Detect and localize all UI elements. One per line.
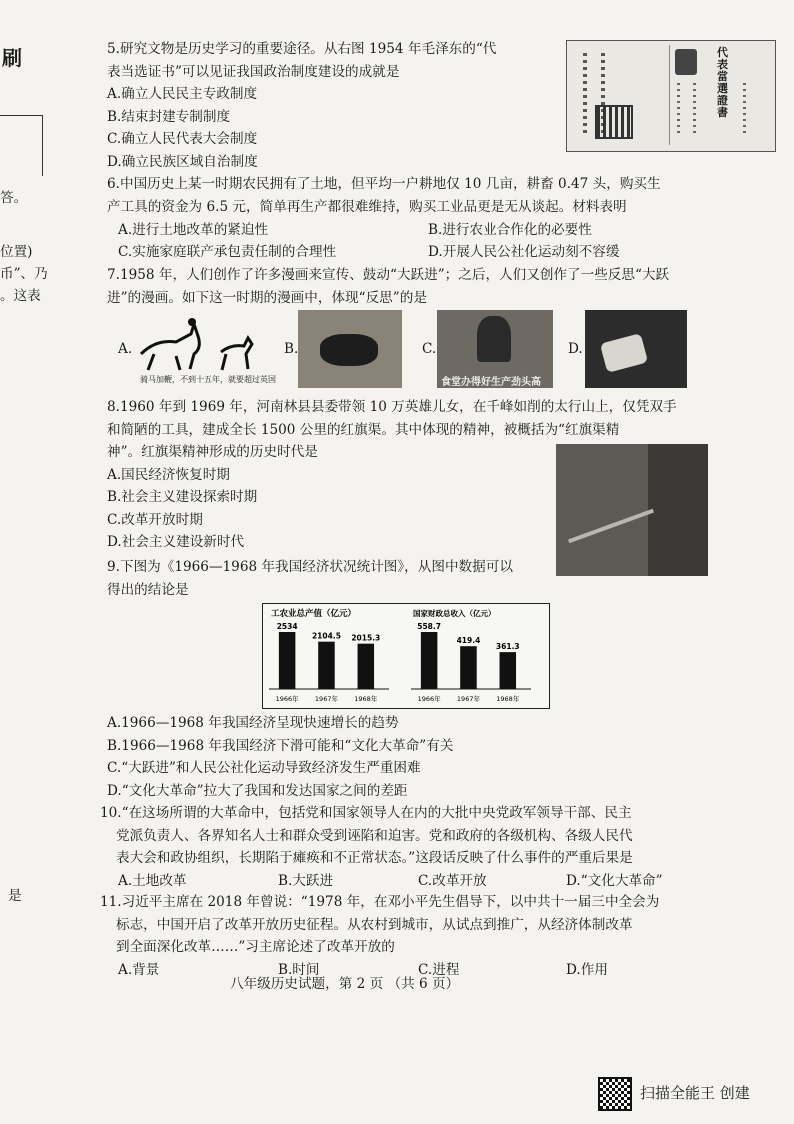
option-d: D.“文化大革命”拉大了我国和发达国家之间的差距	[107, 782, 408, 799]
question-stem: 10.“在这场所谓的大革命中，包括党和国家领导人在内的大批中央党政军领导干部、民主	[100, 805, 632, 821]
option-d: D.开展人民公社化运动刻不容缓	[428, 244, 620, 260]
data-label: 558.7	[417, 622, 441, 631]
margin-fragment: 位置)	[0, 244, 33, 260]
chart-bar	[460, 646, 477, 689]
margin-fragment: 答。	[0, 190, 28, 206]
option-d: D.社会主义建设新时代	[107, 534, 245, 550]
horse-rider-icon	[136, 314, 266, 374]
option-b-label: B.	[284, 341, 299, 357]
data-label: 419.4	[456, 636, 481, 646]
margin-fragment: 币”、乃	[0, 266, 48, 282]
chart-title: 工农业总产值（亿元）	[271, 609, 357, 619]
question-5	[107, 38, 577, 173]
category-label: 1967年	[314, 695, 338, 703]
option-row	[118, 240, 619, 260]
option-b: B.大跃进	[278, 873, 334, 889]
question-stem: 和简陋的工具，建成全长 1500 公里的红旗渠。其中体现的精神，被概括为“红旗渠精	[107, 421, 620, 438]
option-d-label: D.	[568, 341, 583, 357]
option-c: C.实施家庭联产承包责任制的合理性	[118, 244, 337, 260]
cartoon-a	[136, 314, 276, 386]
margin-box	[0, 115, 43, 176]
seal-icon	[595, 105, 633, 139]
cartoon-a-caption: 骑马加鞭，不到十五年，就要超过英国	[140, 375, 276, 384]
option-b: B.社会主义建设探索时期	[107, 489, 258, 505]
question-stem: 标志，中国开启了改革开放历史征程。从农村到城市，从试点到推广，从经济体制改革	[116, 916, 633, 933]
option-a: A.进行土地改革的紧迫性	[118, 222, 269, 238]
economic-chart	[262, 603, 550, 709]
category-label: 1967年	[456, 695, 480, 703]
option-b: B.1966—1968 年我国经济下滑可能和“文化大革命”有关	[107, 737, 454, 754]
option-c: C.改革开放	[418, 873, 487, 889]
cartoon-c	[437, 310, 553, 388]
cartoon-b	[298, 310, 402, 388]
chart-bar	[358, 644, 375, 689]
option-c: C.“大跃进”和人民公社化运动导致经济发生严重困难	[107, 760, 421, 776]
option-c: C.进程	[418, 962, 460, 978]
question-9	[107, 556, 747, 601]
question-10	[100, 802, 740, 870]
certificate-image	[566, 40, 776, 152]
certificate-left-page	[571, 45, 670, 145]
question-stem: 7.1958 年，人们创作了许多漫画来宣传、鼓动“大跃进”；之后，人们又创作了一些反思“大跃	[107, 267, 670, 283]
chart-bar	[318, 642, 335, 689]
page-footer: 八年级历史试题，第 2 页 （共 6 页）	[230, 976, 460, 992]
data-label: 2015.3	[351, 633, 381, 643]
question-stem: 神”。红旗渠精神形成的历史时代是	[107, 444, 318, 460]
margin-fragment: 。这表	[0, 288, 41, 304]
category-label: 1966年	[417, 695, 441, 703]
question-stem: 11.习近平主席在 2018 年曾说：“1978 年，在邓小平先生倡导下，以中共十一届三中全会为	[100, 894, 660, 910]
option-b: B.结束封建专制制度	[107, 108, 231, 125]
question-stem: 9.下图为《1966—1968 年我国经济状况统计图》，从图中数据可以	[107, 559, 513, 575]
option-a-label: A.	[118, 341, 133, 357]
vertical-text-decoration	[677, 83, 680, 133]
option-c-label: C.	[422, 341, 437, 357]
question-7	[107, 264, 747, 309]
option-a: A.土地改革	[118, 873, 187, 889]
vertical-text-decoration	[583, 53, 587, 133]
option-b: B.进行农业合作化的必要性	[428, 222, 592, 238]
option-a: A.背景	[118, 962, 160, 978]
vertical-text-decoration	[743, 83, 746, 133]
option-row	[118, 869, 663, 889]
question-stem: 6.中国历史上某一时期农民拥有了土地，但平均一户耕地仅 10 几亩，耕畜 0.47 头，购买生	[107, 176, 661, 192]
figure-icon	[477, 316, 511, 362]
machine-icon	[600, 333, 648, 373]
option-a: A.确立人民民主专政制度	[107, 86, 258, 102]
option-d: D.作用	[566, 962, 608, 978]
option-d: D.“文化大革命”	[566, 873, 663, 889]
option-b: B.时间	[278, 962, 320, 978]
question-stem: 到全面深化改革……”习主席论述了改革开放的	[116, 939, 395, 955]
question-11	[100, 891, 740, 959]
qr-code-icon	[598, 1077, 632, 1111]
option-a: A.1966—1968 年我国经济呈现快速增长的趋势	[107, 715, 399, 731]
question-stem: 产工具的资金为 6.5 元，简单再生产都很难维持，购买工业品更是无从谈起。材料表明	[107, 198, 627, 215]
question-stem: 党派负责人、各界知名人士和群众受到诬陷和迫害。党和政府的各级机构、各级人民代	[116, 827, 633, 844]
chart-bar	[279, 632, 296, 689]
category-label: 1968年	[354, 695, 378, 703]
chart-bar	[421, 632, 438, 689]
option-a: A.国民经济恢复时期	[107, 466, 230, 483]
chart-svg	[263, 604, 549, 708]
option-d: D.确立民族区域自治制度	[107, 153, 258, 170]
question-stem: 8.1960 年到 1969 年，河南林县县委带领 10 万英雄儿女，在千峰如削的太行山上，仅凭双手	[107, 399, 677, 415]
question-stem: 表大会和政协组织，长期陷于瘫痪和不正常状态。”这段话反映了什么事件的严重后果是	[116, 850, 633, 866]
vertical-text-decoration	[693, 83, 696, 133]
data-label: 2534	[276, 622, 298, 631]
chart-bar	[500, 652, 517, 689]
question-9-options	[107, 712, 747, 802]
canal-line	[568, 509, 654, 544]
portrait-photo	[675, 49, 697, 75]
question-6	[107, 173, 747, 218]
option-c: C.确立人民代表大会制度	[107, 131, 258, 147]
data-label: 2104.5	[311, 631, 341, 641]
option-row	[118, 218, 592, 238]
cartoon-c-caption: 食堂办得好生产劲头高	[441, 377, 541, 388]
chart-title: 国家财政总收入（亿元）	[413, 609, 496, 618]
option-c: C.改革开放时期	[107, 511, 203, 528]
margin-fragment: 刷	[2, 46, 22, 70]
question-stem: 5.研究文物是历史学习的重要途径。从右图 1954 年毛泽东的“代	[107, 41, 497, 57]
cartoon-d	[585, 310, 687, 388]
margin-fragment: 是	[8, 888, 22, 904]
scanner-watermark: 扫描全能王 创建	[640, 1084, 750, 1102]
question-stem: 表当选证书”可以见证我国政治制度建设的成就是	[107, 63, 400, 80]
question-stem: 进”的漫画。如下这一时期的漫画中，体现“反思”的是	[107, 289, 427, 306]
category-label: 1966年	[275, 695, 299, 703]
pig-icon	[320, 334, 378, 366]
data-label: 361.3	[495, 642, 520, 652]
category-label: 1968年	[496, 695, 520, 703]
question-stem: 得出的结论是	[107, 581, 189, 598]
certificate-title: 代表當選證書	[717, 46, 728, 119]
